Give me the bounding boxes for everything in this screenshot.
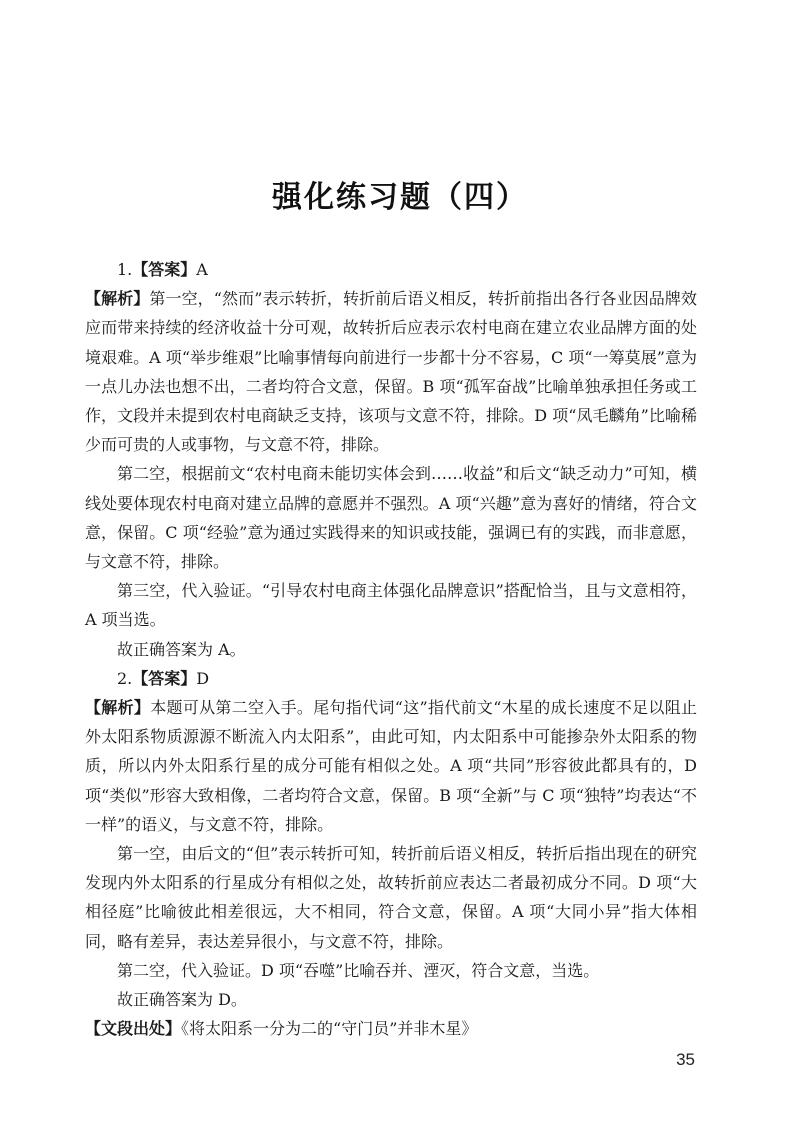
q1-analysis-text-1: 第一空，“然而”表示转折，转折前后语义相反，转折前指出各行各业因品牌效应而带来持续的经济收益十分可观，故转折后应表示农村电商在建立农业品牌方面的处境艰难。A 项“举步维艰”比喻事情每向前进行一步都十分不容易，C 项“一筹莫展”意为一点儿办法也想不出，二者均符合文意，保留。B 项“孤军奋战”比喻单独承担任务或工作，文段并未提到农村电商缺乏支持，该项与文意不符，排除。D 项“凤毛麟角”比喻稀少而可贵的人或事物，与文意不符，排除。 bbox=[85, 289, 697, 455]
q2-analysis-text-1: 本题可从第二空入手。尾句指代词“这”指代前文“木星的成长速度不足以阻止外太阳系物质源源不断流入内太阳系”，由此可知，内太阳系中可能掺杂外太阳系的物质，所以内外太阳系行星的成分可能有相似之处。A 项“共同”形容彼此都具有的，D 项“类似”形容大致相像，二者均符合文意，保留。B 项“全新”与 C 项“独特”均表达“不一样”的语义，与文意不符，排除。 bbox=[85, 698, 697, 834]
q2-conclusion: 故正确答案为 D。 bbox=[117, 990, 247, 1010]
q2-analysis-paragraph-2: 第一空，由后文的“但”表示转折可知，转折前后语义相反，转折后指出现在的研究发现内外太阳系的行星成分有相似之处，故转折前应表达二者最初成分不同。D 项“大相径庭”比喻彼此相差很远，大不相同，符合文意，保留。A 项“大同小异”指大体相同，略有差异，表达差异很小，与文意不符，排除。 bbox=[85, 844, 697, 951]
q1-answer-value: A bbox=[196, 260, 208, 279]
q2-answer-value: D bbox=[196, 668, 210, 688]
q2-source-line bbox=[85, 1014, 697, 1043]
q1-conclusion: 故正确答案为 A。 bbox=[117, 639, 246, 659]
q2-source-tag: 【文段出处】 bbox=[85, 1019, 182, 1039]
q2-source-text: 《将太阳系一分为二的“守门员”并非木星》 bbox=[181, 1019, 478, 1039]
answer-content bbox=[85, 255, 697, 1043]
q1-answer-line bbox=[85, 255, 697, 284]
q1-analysis-paragraph-2: 第二空，根据前文“农村电商未能切实体会到……收益”和后文“缺乏动力”可知，横线处要体现农村电商对建立品牌的意愿并不强烈。A 项“兴趣”意为喜好的情绪，符合文意，保留。C 项“经验”意为通过实践得来的知识或技能，强调已有的实践，而非意愿，与文意不符，排除。 bbox=[85, 464, 697, 572]
page-number: 35 bbox=[676, 1050, 695, 1069]
q2-answer-line bbox=[85, 664, 697, 693]
q1-analysis-tag: 【解析】 bbox=[85, 289, 150, 309]
q1-answer-tag: 【答案】 bbox=[132, 260, 197, 279]
q1-analysis-paragraph-3: 第三空，代入验证。“引导农村电商主体强化品牌意识”搭配恰当，且与文意相符，A 项当选。 bbox=[85, 581, 697, 630]
q1-analysis-paragraph-1 bbox=[85, 284, 697, 459]
q2-analysis-paragraph-3: 第二空，代入验证。D 项“吞噬”比喻吞并、湮灭，符合文意，当选。 bbox=[117, 960, 600, 980]
q2-answer-tag: 【答案】 bbox=[132, 668, 197, 688]
q2-analysis-paragraph-1 bbox=[85, 693, 697, 839]
q1-number: 1. bbox=[117, 260, 133, 279]
q2-number: 2. bbox=[117, 668, 133, 688]
q2-analysis-tag: 【解析】 bbox=[85, 698, 151, 718]
page-title: 强化练习题（四） bbox=[272, 180, 528, 215]
